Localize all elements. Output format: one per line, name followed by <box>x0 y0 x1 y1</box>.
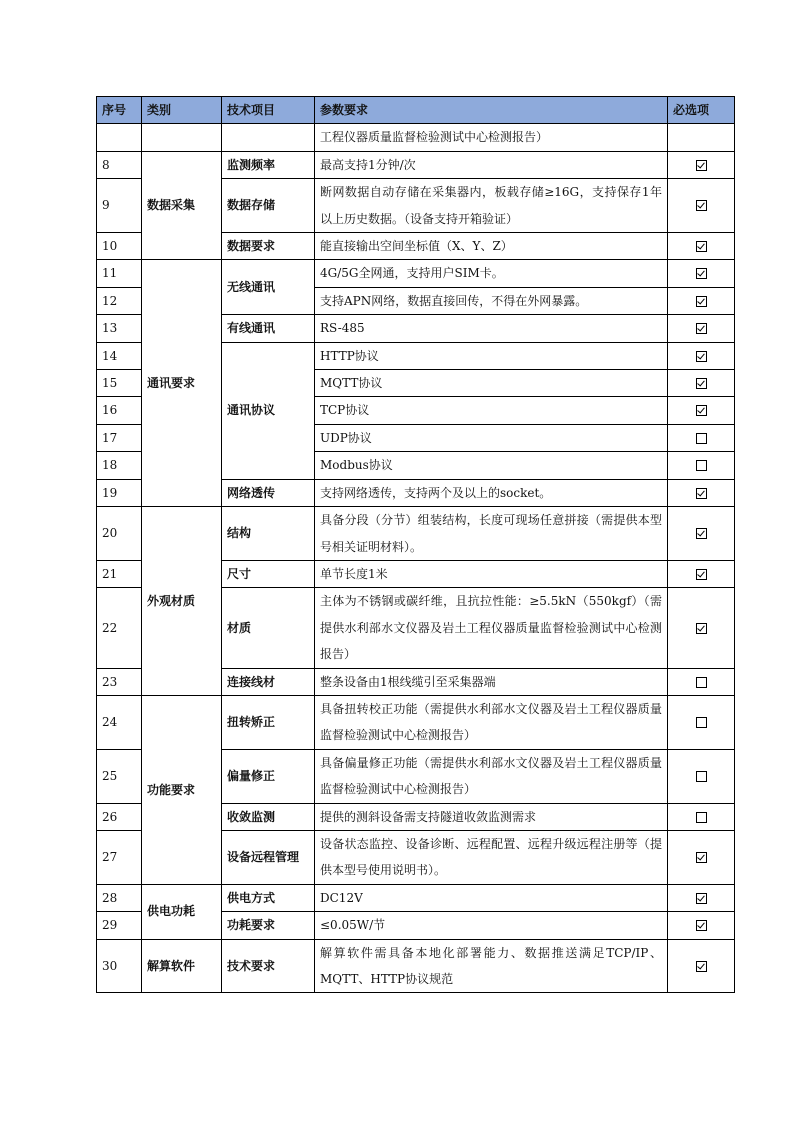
row-number: 12 <box>97 287 142 314</box>
row-number: 20 <box>97 507 142 561</box>
required-cell <box>668 452 735 479</box>
requirement-cell: 工程仪器质量监督检验测试中心检测报告） <box>315 124 668 151</box>
header-required: 必选项 <box>668 97 735 124</box>
required-cell <box>668 560 735 587</box>
row-number: 10 <box>97 233 142 260</box>
checked-box-icon[interactable] <box>696 351 707 362</box>
required-cell <box>668 830 735 884</box>
checked-box-icon[interactable] <box>696 893 707 904</box>
required-cell <box>668 668 735 695</box>
table-row <box>97 939 735 993</box>
table-header-row <box>97 97 735 124</box>
checked-box-icon[interactable] <box>696 623 707 634</box>
required-cell <box>668 803 735 830</box>
requirement-cell: DC12V <box>315 884 668 911</box>
row-number: 18 <box>97 452 142 479</box>
requirement-cell: 单节长度1米 <box>315 560 668 587</box>
tech-item-cell: 连接线材 <box>222 668 315 695</box>
unchecked-box-icon[interactable] <box>696 677 707 688</box>
tech-item-cell: 无线通讯 <box>222 260 315 315</box>
tech-item-cell: 网络透传 <box>222 479 315 506</box>
row-number: 8 <box>97 151 142 178</box>
requirement-cell: 主体为不锈钢或碳纤维，且抗拉性能：≥5.5kN（550kgf）（需提供水利部水文仪器及岩土工程仪器质量监督检验测试中心检测报告） <box>315 588 668 668</box>
tech-item-cell: 设备远程管理 <box>222 830 315 884</box>
category-cell: 功能要求 <box>142 695 222 884</box>
category-cell: 外观材质 <box>142 507 222 696</box>
row-number: 11 <box>97 260 142 287</box>
requirement-cell: Modbus协议 <box>315 452 668 479</box>
tech-item-cell: 尺寸 <box>222 560 315 587</box>
requirement-cell: 能直接输出空间坐标值（X、Y、Z） <box>315 233 668 260</box>
checked-box-icon[interactable] <box>696 961 707 972</box>
row-number: 13 <box>97 315 142 342</box>
tech-item-cell: 偏量修正 <box>222 749 315 803</box>
requirement-cell: 具备分段（分节）组装结构，长度可现场任意拼接（需提供本型号相关证明材料）。 <box>315 507 668 561</box>
required-cell <box>668 884 735 911</box>
required-cell <box>668 124 735 151</box>
tech-item-cell: 有线通讯 <box>222 315 315 342</box>
requirement-cell: ≤0.05W/节 <box>315 912 668 939</box>
row-number: 17 <box>97 424 142 451</box>
checked-box-icon[interactable] <box>696 200 707 211</box>
checked-box-icon[interactable] <box>696 241 707 252</box>
unchecked-box-icon[interactable] <box>696 460 707 471</box>
row-number: 16 <box>97 397 142 424</box>
required-cell <box>668 397 735 424</box>
required-cell <box>668 370 735 397</box>
table-row <box>97 124 735 151</box>
checked-box-icon[interactable] <box>696 852 707 863</box>
header-tech-item: 技术项目 <box>222 97 315 124</box>
requirement-cell: UDP协议 <box>315 424 668 451</box>
requirement-cell: 4G/5G全网通，支持用户SIM卡。 <box>315 260 668 287</box>
requirement-cell: 具备偏量修正功能（需提供水利部水文仪器及岩土工程仪器质量监督检验测试中心检测报告） <box>315 749 668 803</box>
requirement-cell: HTTP协议 <box>315 342 668 369</box>
required-cell <box>668 479 735 506</box>
header-requirement: 参数要求 <box>315 97 668 124</box>
required-cell <box>668 507 735 561</box>
row-number: 28 <box>97 884 142 911</box>
checked-box-icon[interactable] <box>696 323 707 334</box>
tech-item-cell: 结构 <box>222 507 315 561</box>
row-number: 27 <box>97 830 142 884</box>
checked-box-icon[interactable] <box>696 268 707 279</box>
checked-box-icon[interactable] <box>696 405 707 416</box>
table-row <box>97 260 735 287</box>
checked-box-icon[interactable] <box>696 378 707 389</box>
unchecked-box-icon[interactable] <box>696 771 707 782</box>
tech-item-cell: 监测频率 <box>222 151 315 178</box>
row-number: 19 <box>97 479 142 506</box>
row-number: 15 <box>97 370 142 397</box>
unchecked-box-icon[interactable] <box>696 812 707 823</box>
requirement-cell: 断网数据自动存储在采集器内，板载存储≥16G，支持保存1年以上历史数据。（设备支持开箱验证） <box>315 179 668 233</box>
unchecked-box-icon[interactable] <box>696 433 707 444</box>
required-cell <box>668 233 735 260</box>
row-number: 24 <box>97 695 142 749</box>
tech-item-cell: 功耗要求 <box>222 912 315 939</box>
checked-box-icon[interactable] <box>696 920 707 931</box>
tech-item-cell: 通讯协议 <box>222 342 315 479</box>
requirement-cell: 具备扭转校正功能（需提供水利部水文仪器及岩土工程仪器质量监督检验测试中心检测报告） <box>315 695 668 749</box>
requirement-cell: RS-485 <box>315 315 668 342</box>
required-cell <box>668 287 735 314</box>
requirement-cell: 提供的测斜设备需支持隧道收敛监测需求 <box>315 803 668 830</box>
requirement-cell: 支持APN网络，数据直接回传，不得在外网暴露。 <box>315 287 668 314</box>
tech-item-cell: 技术要求 <box>222 939 315 993</box>
tech-item-cell: 供电方式 <box>222 884 315 911</box>
requirement-cell: 整条设备由1根线缆引至采集器端 <box>315 668 668 695</box>
required-cell <box>668 749 735 803</box>
requirement-cell: 最高支持1分钟/次 <box>315 151 668 178</box>
required-cell <box>668 912 735 939</box>
spec-table <box>96 96 735 993</box>
tech-item-cell <box>222 124 315 151</box>
required-cell <box>668 695 735 749</box>
checked-box-icon[interactable] <box>696 160 707 171</box>
row-number: 9 <box>97 179 142 233</box>
tech-item-cell: 材质 <box>222 588 315 668</box>
requirement-cell: 解算软件需具备本地化部署能力、数据推送满足TCP/IP、MQTT、HTTP协议规范 <box>315 939 668 993</box>
requirement-cell: MQTT协议 <box>315 370 668 397</box>
row-number <box>97 124 142 151</box>
required-cell <box>668 939 735 993</box>
row-number: 21 <box>97 560 142 587</box>
header-category: 类别 <box>142 97 222 124</box>
table-row <box>97 151 735 178</box>
required-cell <box>668 588 735 668</box>
header-seq: 序号 <box>97 97 142 124</box>
row-number: 23 <box>97 668 142 695</box>
required-cell <box>668 315 735 342</box>
checked-box-icon[interactable] <box>696 569 707 580</box>
tech-item-cell: 数据要求 <box>222 233 315 260</box>
row-number: 30 <box>97 939 142 993</box>
table-row <box>97 507 735 561</box>
checked-box-icon[interactable] <box>696 528 707 539</box>
requirement-cell: TCP协议 <box>315 397 668 424</box>
checked-box-icon[interactable] <box>696 296 707 307</box>
table-row <box>97 695 735 749</box>
category-cell <box>142 124 222 151</box>
row-number: 26 <box>97 803 142 830</box>
required-cell <box>668 179 735 233</box>
requirement-cell: 设备状态监控、设备诊断、远程配置、远程升级远程注册等（提供本型号使用说明书）。 <box>315 830 668 884</box>
row-number: 25 <box>97 749 142 803</box>
category-cell: 数据采集 <box>142 151 222 260</box>
category-cell: 通讯要求 <box>142 260 222 507</box>
tech-item-cell: 数据存储 <box>222 179 315 233</box>
required-cell <box>668 260 735 287</box>
unchecked-box-icon[interactable] <box>696 717 707 728</box>
requirement-cell: 支持网络透传，支持两个及以上的socket。 <box>315 479 668 506</box>
required-cell <box>668 151 735 178</box>
category-cell: 解算软件 <box>142 939 222 993</box>
row-number: 14 <box>97 342 142 369</box>
tech-item-cell: 扭转矫正 <box>222 695 315 749</box>
required-cell <box>668 424 735 451</box>
category-cell: 供电功耗 <box>142 884 222 939</box>
tech-item-cell: 收敛监测 <box>222 803 315 830</box>
table-row <box>97 884 735 911</box>
row-number: 29 <box>97 912 142 939</box>
checked-box-icon[interactable] <box>696 488 707 499</box>
required-cell <box>668 342 735 369</box>
row-number: 22 <box>97 588 142 668</box>
